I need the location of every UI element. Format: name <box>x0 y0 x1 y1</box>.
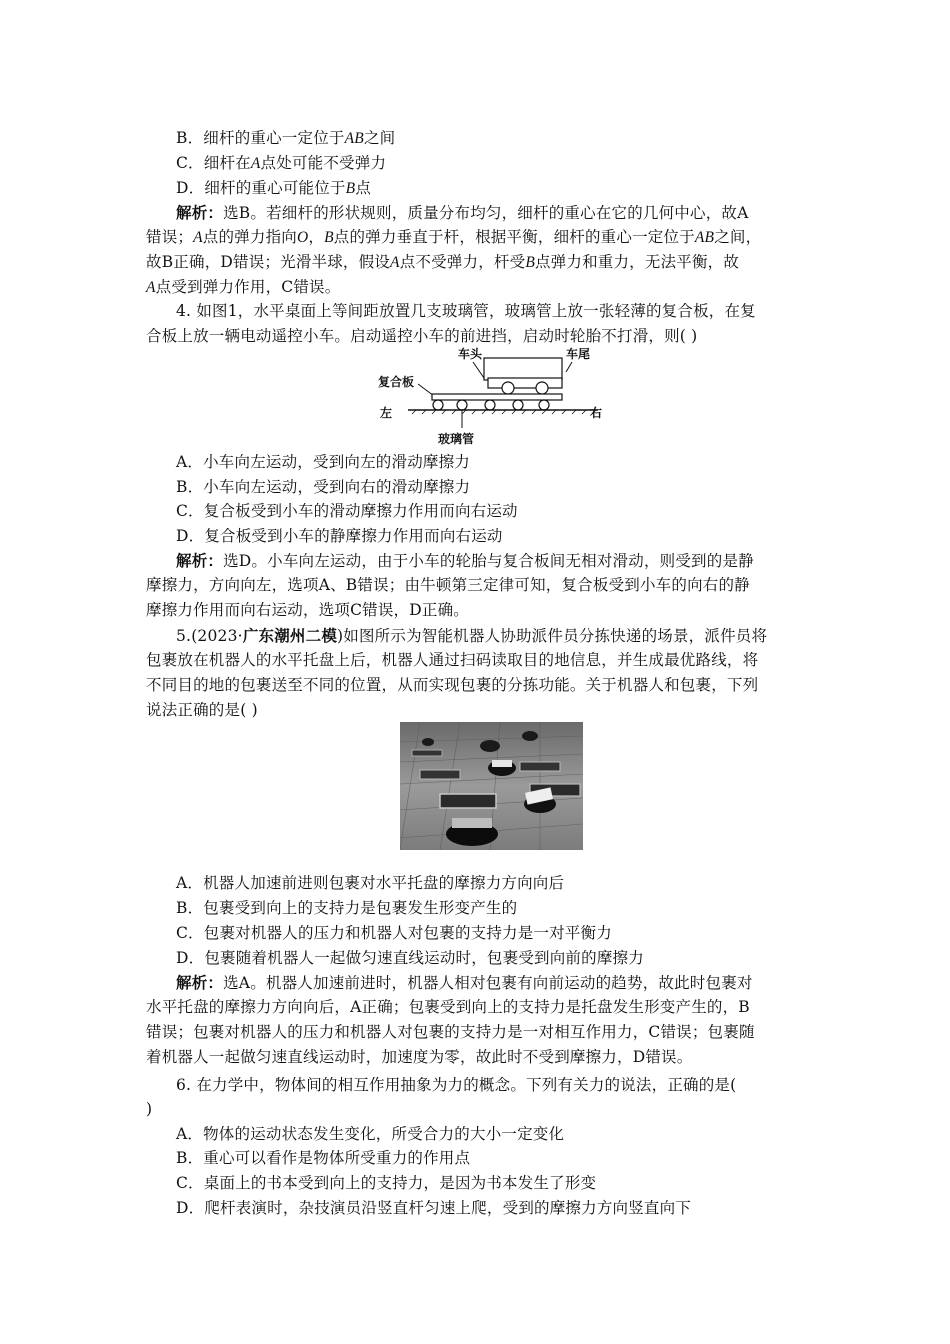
figure-1-car-on-board <box>372 344 608 448</box>
q4-analysis-line-3: 摩擦力作用而向右运动，选项C错误，D正确。 <box>146 601 469 619</box>
robot-sorting-photo <box>400 722 583 850</box>
q4-option-c: C．复合板受到小车的滑动摩擦力作用而向右运动 <box>176 502 518 520</box>
q5-analysis-line-1: 解析：选A。机器人加速前进时，机器人相对包裹有向前运动的趋势，故此时包裹对 <box>176 973 753 992</box>
glass-tube <box>433 400 443 410</box>
q3-option-d: D．细杆的重心可能位于B点 <box>176 179 372 197</box>
q5-stem-line-4: 说法正确的是( ) <box>146 701 258 719</box>
fig-label-right: 右 <box>590 406 603 420</box>
q4-stem-line-1: 4. 如图1，水平桌面上等间距放置几支玻璃管，玻璃管上放一张轻薄的复合板，在复 <box>176 302 756 320</box>
car-base <box>488 378 562 388</box>
q5-analysis-line-2: 水平托盘的摩擦力方向向后，A正确；包裹受到向上的支持力是托盘发生形变产生的，B <box>146 998 750 1016</box>
fig-label-left: 左 <box>380 406 393 420</box>
q6-option-a: A．物体的运动状态发生变化，所受合力的大小一定变化 <box>176 1125 565 1143</box>
fig-label-car-tail: 车尾 <box>566 347 591 361</box>
q3-analysis-line-3: 故B正确，D错误；光滑半球，假设A点不受弹力，杆受B点弹力和重力，无法平衡，故 <box>146 253 740 271</box>
q4-stem-line-2: 合板上放一辆电动遥控小车。启动遥控小车的前进挡，启动时轮胎不打滑，则( ) <box>146 327 698 345</box>
glass-tube <box>513 400 523 410</box>
q5-source: 广东潮州二模 <box>242 626 338 645</box>
q4-analysis-line-1: 解析：选D。小车向左运动，由于小车的轮胎与复合板间无相对滑动，则受到的是静 <box>176 551 754 570</box>
fig-label-tube: 玻璃管 <box>438 432 475 446</box>
q3-analysis-line-4: A点受到弹力作用，C错误。 <box>146 278 341 296</box>
composite-board <box>432 394 562 400</box>
fig-leader-tail <box>566 362 572 372</box>
q5-option-c: C．包裹对机器人的压力和机器人对包裹的支持力是一对平衡力 <box>176 924 612 942</box>
q4-option-d: D．复合板受到小车的静摩擦力作用而向右运动 <box>176 527 503 545</box>
q3-analysis-line-2: 错误；A点的弹力指向O，B点的弹力垂直于杆，根据平衡，细杆的重心一定位于AB之间， <box>146 228 762 246</box>
glass-tube <box>457 400 467 410</box>
q6-option-c: C．桌面上的书本受到向上的支持力，是因为书本发生了形变 <box>176 1174 597 1192</box>
fig-leader-head <box>473 362 484 378</box>
q3-analysis-line-1: 解析：选B。若细杆的形状规则，质量分布均匀，细杆的重心在它的几何中心，故A <box>176 203 749 222</box>
car-wheel-rear <box>536 382 548 394</box>
q6-option-b: B．重心可以看作是物体所受重力的作用点 <box>176 1149 471 1167</box>
q5-stem-line-3: 不同目的地的包裹送至不同的位置，从而实现包裹的分拣功能。关于机器人和包裹，下列 <box>146 676 759 694</box>
glass-tube <box>539 400 549 410</box>
fig-label-board: 复合板 <box>378 375 415 389</box>
q6-option-d: D．爬杆表演时，杂技演员沿竖直杆匀速上爬，受到的摩擦力方向竖直向下 <box>176 1199 692 1217</box>
q4-option-b: B．小车向左运动，受到向右的滑动摩擦力 <box>176 478 471 496</box>
q5-stem-line-2: 包裹放在机器人的水平托盘上后，机器人通过扫码读取目的地信息，并生成最优路线，将 <box>146 651 759 669</box>
q4-analysis-line-2: 摩擦力，方向向左，选项A、B错误；由牛顿第三定律可知，复合板受到小车的向右的静 <box>146 576 750 594</box>
q5-option-b: B．包裹受到向上的支持力是包裹发生形变产生的 <box>176 899 518 917</box>
glass-tube <box>485 400 495 410</box>
q5-option-d: D．包裹随着机器人一起做匀速直线运动时，包裹受到向前的摩擦力 <box>176 949 644 967</box>
q5-analysis-line-4: 着机器人一起做匀速直线运动时，加速度为零，故此时不受到摩擦力，D错误。 <box>146 1048 693 1066</box>
q5-stem-line-1: 5.(2023·广东潮州二模)如图所示为智能机器人协助派件员分拣快递的场景，派件员将 <box>176 626 768 645</box>
q5-analysis-line-3: 错误；包裹对机器人的压力和机器人对包裹的支持力是一对相互作用力，C错误；包裹随 <box>146 1023 755 1041</box>
q5-option-a: A．机器人加速前进则包裹对水平托盘的摩擦力方向向后 <box>176 874 565 892</box>
car-cabin <box>484 358 562 380</box>
fig-label-car-head: 车头 <box>458 347 483 361</box>
q3-option-c: C．细杆在A点处可能不受弹力 <box>176 154 387 172</box>
q3-option-b: B．细杆的重心一定位于AB之间 <box>176 129 396 147</box>
q4-option-a: A．小车向左运动，受到向左的滑动摩擦力 <box>176 453 470 471</box>
car-wheel-front <box>502 382 514 394</box>
q6-stem-line-1: 6. 在力学中，物体间的相互作用抽象为力的概念。下列有关力的说法，正确的是( <box>176 1076 737 1094</box>
q6-stem-line-2: ) <box>146 1100 153 1118</box>
